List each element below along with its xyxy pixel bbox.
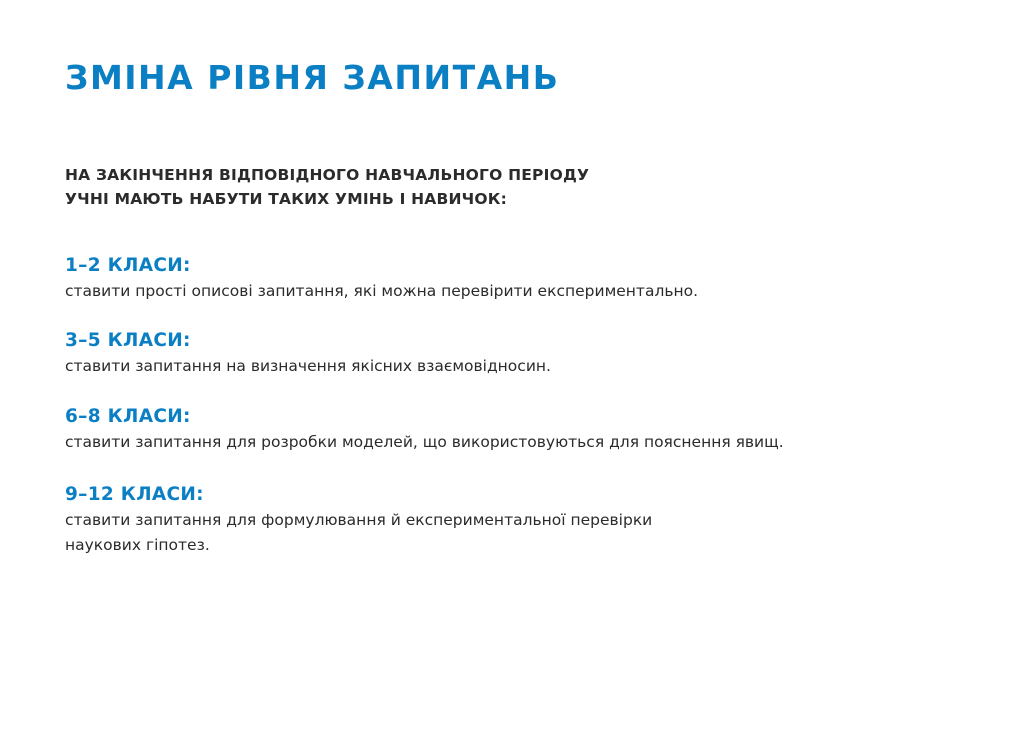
intro-line-2: УЧНІ МАЮТЬ НАБУТИ ТАКИХ УМІНЬ І НАВИЧОК: xyxy=(65,190,508,208)
grade-section-9-12 xyxy=(65,482,652,558)
intro-text xyxy=(65,163,589,211)
grade-heading: 9–12 КЛАСИ: xyxy=(65,484,204,505)
grade-heading: 1–2 КЛАСИ: xyxy=(65,255,191,276)
grade-description: ставити прості описові запитання, які можна перевірити експериментально. xyxy=(65,282,699,300)
grade-section-6-8 xyxy=(65,404,784,455)
grade-section-1-2 xyxy=(65,253,698,304)
grade-heading: 3–5 КЛАСИ: xyxy=(65,330,191,351)
grade-section-3-5 xyxy=(65,328,551,379)
grade-description: ставити запитання для розробки моделей, що використовуються для пояснення явищ. xyxy=(65,433,784,451)
grade-heading: 6–8 КЛАСИ: xyxy=(65,406,191,427)
grade-description: ставити запитання на визначення якісних взаємовідносин. xyxy=(65,357,551,375)
document-page xyxy=(65,0,995,730)
page-title: ЗМІНА РІВНЯ ЗАПИТАНЬ xyxy=(65,58,560,97)
intro-line-1: НА ЗАКІНЧЕННЯ ВІДПОВІДНОГО НАВЧАЛЬНОГО ПЕРІОДУ xyxy=(65,166,590,184)
grade-description-line-1: ставити запитання для формулювання й експериментальної перевірки xyxy=(65,511,653,529)
grade-description-line-2: наукових гіпотез. xyxy=(65,536,210,554)
